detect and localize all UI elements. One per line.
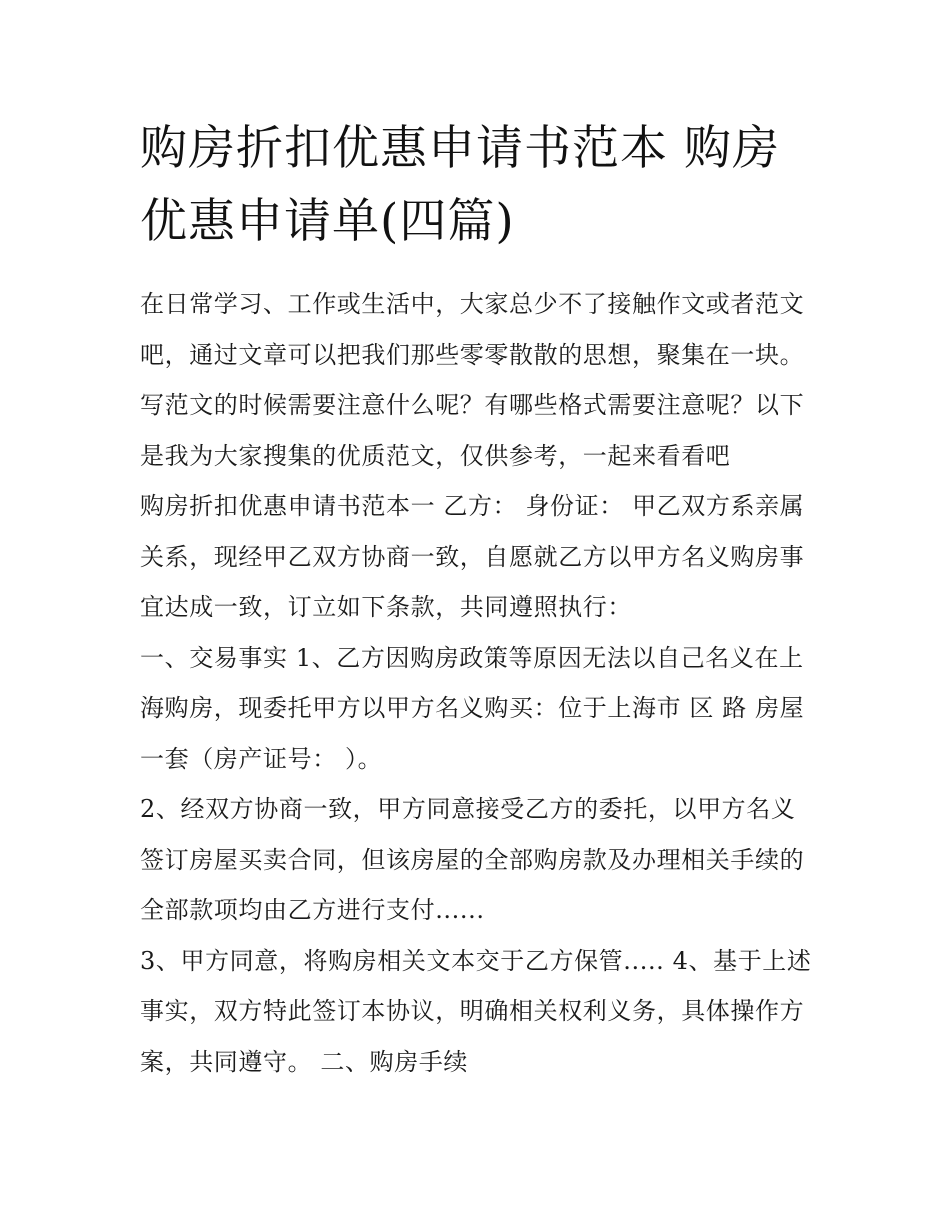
paragraph-sample-one: 购房折扣优惠申请书范本一 乙方： 身份证： 甲乙双方系亲属关系，现经甲乙双方协商一致，自愿就乙方以甲方名义购房事宜达成一致，订立如下条款，共同遵照执行： <box>140 492 805 621</box>
paragraph-clause-3-4: 3、甲方同意，将购房相关文本交于乙方保管..... 4、基于上述事实，双方特此签订本协议，明确相关权利义务，具体操作方案，共同遵守。 二、购房手续 <box>140 946 812 1076</box>
document-title: 购房折扣优惠申请书范本 购房优惠申请单(四篇) <box>140 121 780 249</box>
document-body <box>140 112 820 1087</box>
paragraph-intro: 在日常学习、工作或生活中，大家总少不了接触作文或者范文吧，通过文章可以把我们那些零零散散的思想，聚集在一块。写范文的时候需要注意什么呢？有哪些格式需要注意呢？以下是我为大家搜集的优质范文，仅供参考，一起来看看吧 <box>140 290 805 470</box>
paragraph-clause-2: 2、经双方协商一致，甲方同意接受乙方的委托，以甲方名义签订房屋买卖合同，但该房屋的全部购房款及办理相关手续的全部款项均由乙方进行支付...... <box>140 795 805 924</box>
paragraph-clause-1: 一、交易事实 1、乙方因购房政策等原因无法以自己名义在上海购房，现委托甲方以甲方名义购买：位于上海市 区 路 房屋一套（房产证号： ）。 <box>140 643 805 773</box>
paragraph-list <box>140 279 820 1087</box>
